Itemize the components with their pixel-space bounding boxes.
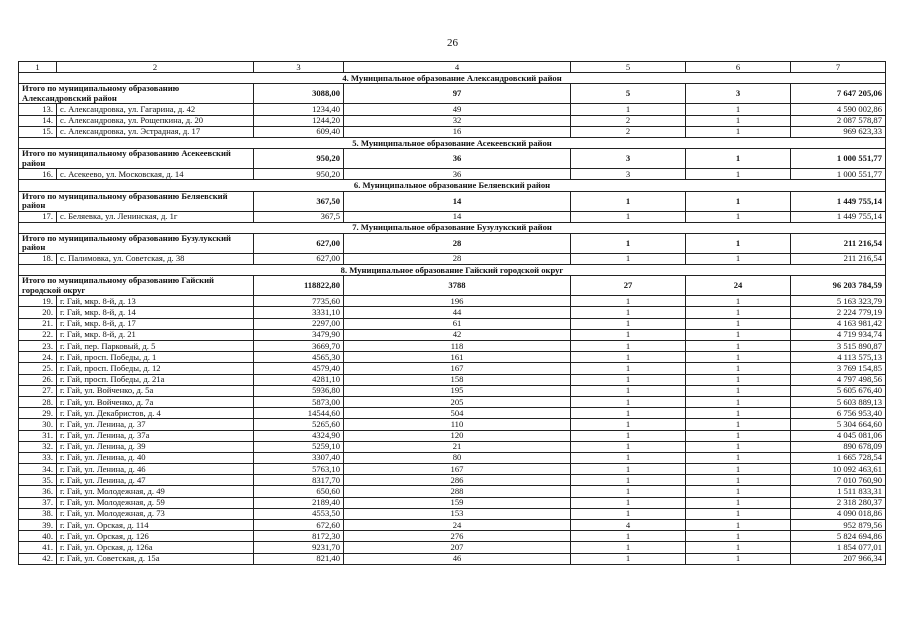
- row-residents: 153: [344, 508, 571, 519]
- table-row: [19, 408, 886, 419]
- row-sum: 1 854 077,01: [791, 542, 886, 553]
- row-area: 3307,40: [254, 452, 344, 463]
- row-residents: 32: [344, 115, 571, 126]
- table-row: [19, 486, 886, 497]
- row-residents: 24: [344, 520, 571, 531]
- section-title-row: [19, 222, 886, 233]
- row-col5: 1: [571, 253, 686, 264]
- row-col5: 2: [571, 115, 686, 126]
- row-col5: 2: [571, 126, 686, 137]
- row-address: г. Гай, ул. Советская, д. 15а: [57, 553, 254, 564]
- row-area: 9231,70: [254, 542, 344, 553]
- row-residents: 288: [344, 486, 571, 497]
- row-address: г. Гай, просп. Победы, д. 12: [57, 363, 254, 374]
- table-row: [19, 352, 886, 363]
- row-col5: 1: [571, 531, 686, 542]
- row-residents: 167: [344, 363, 571, 374]
- column-number-row: [19, 62, 886, 73]
- table-row: [19, 441, 886, 452]
- row-number: 29.: [19, 408, 57, 419]
- table-row: [19, 296, 886, 307]
- total-label: Итого по муниципальному образованию Асекеевский район: [19, 149, 254, 169]
- row-sum: 2 087 578,87: [791, 115, 886, 126]
- total-col6: 3: [686, 84, 791, 104]
- table-row: [19, 553, 886, 564]
- row-area: 5936,80: [254, 385, 344, 396]
- row-sum: 1 449 755,14: [791, 211, 886, 222]
- row-number: 23.: [19, 341, 57, 352]
- total-residents: 3788: [344, 276, 571, 296]
- total-area: 3088,00: [254, 84, 344, 104]
- row-sum: 4 797 498,56: [791, 374, 886, 385]
- table-row: [19, 396, 886, 407]
- row-area: 3479,90: [254, 329, 344, 340]
- row-col5: 1: [571, 542, 686, 553]
- table-row: [19, 104, 886, 115]
- row-col6: 1: [686, 430, 791, 441]
- row-sum: 1 665 728,54: [791, 452, 886, 463]
- row-col6: 1: [686, 508, 791, 519]
- row-number: 31.: [19, 430, 57, 441]
- table-row: [19, 169, 886, 180]
- table-row: [19, 419, 886, 430]
- row-residents: 159: [344, 497, 571, 508]
- row-address: г. Гай, ул. Молодежная, д. 59: [57, 497, 254, 508]
- row-sum: 5 824 694,86: [791, 531, 886, 542]
- row-number: 37.: [19, 497, 57, 508]
- column-number-cell: 7: [791, 62, 886, 73]
- row-area: 7735,60: [254, 296, 344, 307]
- row-area: 2297,00: [254, 318, 344, 329]
- row-sum: 969 623,33: [791, 126, 886, 137]
- row-area: 627,00: [254, 253, 344, 264]
- row-residents: 49: [344, 104, 571, 115]
- row-col6: 1: [686, 104, 791, 115]
- table-row: [19, 307, 886, 318]
- row-col6: 1: [686, 329, 791, 340]
- total-sum: 96 203 784,59: [791, 276, 886, 296]
- row-sum: 3 769 154,85: [791, 363, 886, 374]
- row-address: г. Гай, мкр. 8-й, д. 14: [57, 307, 254, 318]
- row-residents: 118: [344, 341, 571, 352]
- row-number: 15.: [19, 126, 57, 137]
- row-col6: 1: [686, 452, 791, 463]
- row-col5: 1: [571, 329, 686, 340]
- row-col5: 1: [571, 419, 686, 430]
- row-col6: 1: [686, 296, 791, 307]
- row-col6: 1: [686, 385, 791, 396]
- row-col5: 1: [571, 211, 686, 222]
- total-col6: 1: [686, 233, 791, 253]
- row-area: 4579,40: [254, 363, 344, 374]
- row-col5: 4: [571, 520, 686, 531]
- row-area: 650,60: [254, 486, 344, 497]
- row-address: г. Гай, пер. Парковый, д. 5: [57, 341, 254, 352]
- row-residents: 36: [344, 169, 571, 180]
- row-residents: 28: [344, 253, 571, 264]
- row-col6: 1: [686, 318, 791, 329]
- row-number: 14.: [19, 115, 57, 126]
- table-row: [19, 542, 886, 553]
- row-address: с. Палимовка, ул. Советская, д. 38: [57, 253, 254, 264]
- row-area: 5873,00: [254, 396, 344, 407]
- row-col6: 1: [686, 475, 791, 486]
- section-title: 4. Муниципальное образование Александровский район: [19, 73, 886, 84]
- row-residents: 46: [344, 553, 571, 564]
- total-label: Итого по муниципальному образованию Александровский район: [19, 84, 254, 104]
- row-residents: 195: [344, 385, 571, 396]
- row-area: 1244,20: [254, 115, 344, 126]
- row-area: 5259,10: [254, 441, 344, 452]
- page-number: 26: [447, 37, 458, 49]
- total-row: [19, 191, 886, 211]
- table-row: [19, 531, 886, 542]
- row-residents: 167: [344, 464, 571, 475]
- row-col6: 1: [686, 115, 791, 126]
- total-col5: 5: [571, 84, 686, 104]
- row-sum: 4 113 575,13: [791, 352, 886, 363]
- row-area: 5763,10: [254, 464, 344, 475]
- table-row: [19, 253, 886, 264]
- row-col6: 1: [686, 126, 791, 137]
- column-number-cell: 2: [57, 62, 254, 73]
- total-area: 118822,80: [254, 276, 344, 296]
- total-area: 367,50: [254, 191, 344, 211]
- row-sum: 4 045 081,06: [791, 430, 886, 441]
- row-col5: 1: [571, 430, 686, 441]
- row-address: г. Гай, ул. Ленина, д. 37а: [57, 430, 254, 441]
- row-sum: 1 000 551,77: [791, 169, 886, 180]
- row-col5: 1: [571, 341, 686, 352]
- row-address: г. Гай, ул. Декабристов, д. 4: [57, 408, 254, 419]
- total-residents: 36: [344, 149, 571, 169]
- row-area: 4565,30: [254, 352, 344, 363]
- row-area: 950,20: [254, 169, 344, 180]
- total-row: [19, 149, 886, 169]
- column-number-cell: 4: [344, 62, 571, 73]
- row-col6: 1: [686, 464, 791, 475]
- row-area: 609,40: [254, 126, 344, 137]
- row-col5: 1: [571, 408, 686, 419]
- row-area: 4553,50: [254, 508, 344, 519]
- row-residents: 16: [344, 126, 571, 137]
- row-address: г. Гай, ул. Орская, д. 126а: [57, 542, 254, 553]
- row-address: г. Гай, ул. Ленина, д. 46: [57, 464, 254, 475]
- section-title-row: [19, 137, 886, 148]
- row-address: г. Гай, ул. Орская, д. 126: [57, 531, 254, 542]
- row-number: 17.: [19, 211, 57, 222]
- row-col6: 1: [686, 441, 791, 452]
- row-col6: 1: [686, 486, 791, 497]
- row-col6: 1: [686, 520, 791, 531]
- row-area: 3331,10: [254, 307, 344, 318]
- row-col6: 1: [686, 553, 791, 564]
- row-col5: 1: [571, 508, 686, 519]
- row-col6: 1: [686, 253, 791, 264]
- row-address: г. Гай, ул. Ленина, д. 37: [57, 419, 254, 430]
- row-col6: 1: [686, 542, 791, 553]
- row-col5: 1: [571, 352, 686, 363]
- table-row: [19, 329, 886, 340]
- section-title: 7. Муниципальное образование Бузулукский район: [19, 222, 886, 233]
- row-number: 40.: [19, 531, 57, 542]
- row-number: 18.: [19, 253, 57, 264]
- row-residents: 161: [344, 352, 571, 363]
- row-col5: 1: [571, 441, 686, 452]
- total-label: Итого по муниципальному образованию Бузулукский район: [19, 233, 254, 253]
- row-address: г. Гай, ул. Войченко, д. 7а: [57, 396, 254, 407]
- row-area: 4281,10: [254, 374, 344, 385]
- row-residents: 286: [344, 475, 571, 486]
- row-col6: 1: [686, 352, 791, 363]
- section-title-row: [19, 180, 886, 191]
- total-sum: 1 000 551,77: [791, 149, 886, 169]
- row-col5: 1: [571, 318, 686, 329]
- row-sum: 5 163 323,79: [791, 296, 886, 307]
- row-sum: 2 318 280,37: [791, 497, 886, 508]
- row-residents: 44: [344, 307, 571, 318]
- row-number: 32.: [19, 441, 57, 452]
- total-sum: 1 449 755,14: [791, 191, 886, 211]
- row-number: 26.: [19, 374, 57, 385]
- row-number: 27.: [19, 385, 57, 396]
- row-col5: 1: [571, 475, 686, 486]
- row-number: 13.: [19, 104, 57, 115]
- row-residents: 61: [344, 318, 571, 329]
- total-col6: 1: [686, 191, 791, 211]
- row-area: 14544,60: [254, 408, 344, 419]
- row-area: 4324,90: [254, 430, 344, 441]
- row-number: 41.: [19, 542, 57, 553]
- row-area: 821,40: [254, 553, 344, 564]
- row-number: 34.: [19, 464, 57, 475]
- row-area: 3669,70: [254, 341, 344, 352]
- row-col6: 1: [686, 374, 791, 385]
- row-area: 5265,60: [254, 419, 344, 430]
- section-title-row: [19, 73, 886, 84]
- row-col5: 1: [571, 396, 686, 407]
- row-col6: 1: [686, 341, 791, 352]
- total-area: 950,20: [254, 149, 344, 169]
- row-area: 672,60: [254, 520, 344, 531]
- row-residents: 120: [344, 430, 571, 441]
- row-number: 36.: [19, 486, 57, 497]
- column-number-cell: 6: [686, 62, 791, 73]
- row-residents: 276: [344, 531, 571, 542]
- table-row: [19, 520, 886, 531]
- row-number: 33.: [19, 452, 57, 463]
- row-number: 16.: [19, 169, 57, 180]
- row-number: 39.: [19, 520, 57, 531]
- row-col5: 1: [571, 553, 686, 564]
- table-row: [19, 318, 886, 329]
- row-address: г. Гай, ул. Молодежная, д. 49: [57, 486, 254, 497]
- row-col6: 1: [686, 169, 791, 180]
- row-col5: 1: [571, 307, 686, 318]
- row-number: 35.: [19, 475, 57, 486]
- total-sum: 211 216,54: [791, 233, 886, 253]
- row-number: 28.: [19, 396, 57, 407]
- row-address: с. Беляевка, ул. Ленинская, д. 1г: [57, 211, 254, 222]
- total-row: [19, 276, 886, 296]
- row-sum: 1 511 833,31: [791, 486, 886, 497]
- row-col5: 1: [571, 363, 686, 374]
- row-address: г. Гай, ул. Войченко, д. 5а: [57, 385, 254, 396]
- registry-table: [18, 61, 886, 565]
- table-row: [19, 497, 886, 508]
- row-col5: 1: [571, 374, 686, 385]
- row-col6: 1: [686, 211, 791, 222]
- row-number: 25.: [19, 363, 57, 374]
- table-row: [19, 385, 886, 396]
- total-residents: 97: [344, 84, 571, 104]
- total-residents: 28: [344, 233, 571, 253]
- row-number: 24.: [19, 352, 57, 363]
- row-sum: 890 678,09: [791, 441, 886, 452]
- table-row: [19, 126, 886, 137]
- row-residents: 158: [344, 374, 571, 385]
- row-sum: 3 515 890,87: [791, 341, 886, 352]
- row-address: г. Гай, ул. Ленина, д. 47: [57, 475, 254, 486]
- row-address: г. Гай, просп. Победы, д. 1: [57, 352, 254, 363]
- row-area: 1234,40: [254, 104, 344, 115]
- row-number: 30.: [19, 419, 57, 430]
- section-title: 6. Муниципальное образование Беляевский район: [19, 180, 886, 191]
- total-col5: 3: [571, 149, 686, 169]
- row-number: 20.: [19, 307, 57, 318]
- row-col5: 1: [571, 385, 686, 396]
- row-address: г. Гай, ул. Молодежная, д. 73: [57, 508, 254, 519]
- row-address: г. Гай, просп. Победы, д. 21а: [57, 374, 254, 385]
- row-area: 367,5: [254, 211, 344, 222]
- table-row: [19, 341, 886, 352]
- row-sum: 4 163 981,42: [791, 318, 886, 329]
- row-col6: 1: [686, 419, 791, 430]
- total-row: [19, 233, 886, 253]
- row-sum: 5 304 664,60: [791, 419, 886, 430]
- column-number-cell: 5: [571, 62, 686, 73]
- row-number: 19.: [19, 296, 57, 307]
- table-row: [19, 115, 886, 126]
- table-row: [19, 475, 886, 486]
- table-row: [19, 508, 886, 519]
- row-col5: 1: [571, 452, 686, 463]
- row-sum: 7 010 760,90: [791, 475, 886, 486]
- row-address: г. Гай, ул. Орская, д. 114: [57, 520, 254, 531]
- row-col6: 1: [686, 396, 791, 407]
- row-sum: 4 590 002,86: [791, 104, 886, 115]
- total-sum: 7 647 205,06: [791, 84, 886, 104]
- row-residents: 207: [344, 542, 571, 553]
- section-title: 5. Муниципальное образование Асекеевский район: [19, 137, 886, 148]
- table-row: [19, 211, 886, 222]
- row-sum: 10 092 463,61: [791, 464, 886, 475]
- row-address: с. Александровка, ул. Рощепкина, д. 20: [57, 115, 254, 126]
- total-residents: 14: [344, 191, 571, 211]
- row-address: г. Гай, мкр. 8-й, д. 13: [57, 296, 254, 307]
- row-col5: 1: [571, 296, 686, 307]
- registry-table-body: [19, 62, 886, 565]
- row-col6: 1: [686, 408, 791, 419]
- table-row: [19, 374, 886, 385]
- row-sum: 2 224 779,19: [791, 307, 886, 318]
- row-area: 8317,70: [254, 475, 344, 486]
- column-number-cell: 3: [254, 62, 344, 73]
- table-row: [19, 464, 886, 475]
- row-address: г. Гай, ул. Ленина, д. 39: [57, 441, 254, 452]
- row-col5: 1: [571, 104, 686, 115]
- column-number-cell: 1: [19, 62, 57, 73]
- total-area: 627,00: [254, 233, 344, 253]
- row-sum: 952 879,56: [791, 520, 886, 531]
- row-col6: 1: [686, 531, 791, 542]
- total-col5: 27: [571, 276, 686, 296]
- row-area: 8172,30: [254, 531, 344, 542]
- row-col6: 1: [686, 363, 791, 374]
- total-label: Итого по муниципальному образованию Гайский городской округ: [19, 276, 254, 296]
- row-residents: 21: [344, 441, 571, 452]
- row-address: г. Гай, ул. Ленина, д. 40: [57, 452, 254, 463]
- row-col5: 1: [571, 464, 686, 475]
- row-area: 2189,40: [254, 497, 344, 508]
- row-sum: 4 090 018,86: [791, 508, 886, 519]
- total-col5: 1: [571, 191, 686, 211]
- row-address: с. Асекеево, ул. Московская, д. 14: [57, 169, 254, 180]
- row-address: г. Гай, мкр. 8-й, д. 17: [57, 318, 254, 329]
- section-title-row: [19, 265, 886, 276]
- row-number: 42.: [19, 553, 57, 564]
- row-sum: 211 216,54: [791, 253, 886, 264]
- row-address: г. Гай, мкр. 8-й, д. 21: [57, 329, 254, 340]
- row-residents: 205: [344, 396, 571, 407]
- row-col6: 1: [686, 307, 791, 318]
- row-sum: 4 719 934,74: [791, 329, 886, 340]
- row-col6: 1: [686, 497, 791, 508]
- total-label: Итого по муниципальному образованию Беляевский район: [19, 191, 254, 211]
- row-number: 22.: [19, 329, 57, 340]
- row-residents: 196: [344, 296, 571, 307]
- total-col6: 24: [686, 276, 791, 296]
- row-residents: 42: [344, 329, 571, 340]
- table-row: [19, 430, 886, 441]
- row-number: 38.: [19, 508, 57, 519]
- total-row: [19, 84, 886, 104]
- row-col5: 1: [571, 497, 686, 508]
- row-address: с. Александровка, ул. Гагарина, д. 42: [57, 104, 254, 115]
- table-row: [19, 452, 886, 463]
- section-title: 8. Муниципальное образование Гайский городской округ: [19, 265, 886, 276]
- row-col5: 1: [571, 486, 686, 497]
- row-sum: 6 756 953,40: [791, 408, 886, 419]
- row-residents: 14: [344, 211, 571, 222]
- row-residents: 80: [344, 452, 571, 463]
- row-number: 21.: [19, 318, 57, 329]
- table-row: [19, 363, 886, 374]
- row-sum: 5 603 889,13: [791, 396, 886, 407]
- row-residents: 110: [344, 419, 571, 430]
- row-residents: 504: [344, 408, 571, 419]
- row-address: с. Александровка, ул. Эстрадная, д. 17: [57, 126, 254, 137]
- row-sum: 5 605 676,40: [791, 385, 886, 396]
- row-col5: 3: [571, 169, 686, 180]
- row-sum: 207 966,34: [791, 553, 886, 564]
- total-col6: 1: [686, 149, 791, 169]
- total-col5: 1: [571, 233, 686, 253]
